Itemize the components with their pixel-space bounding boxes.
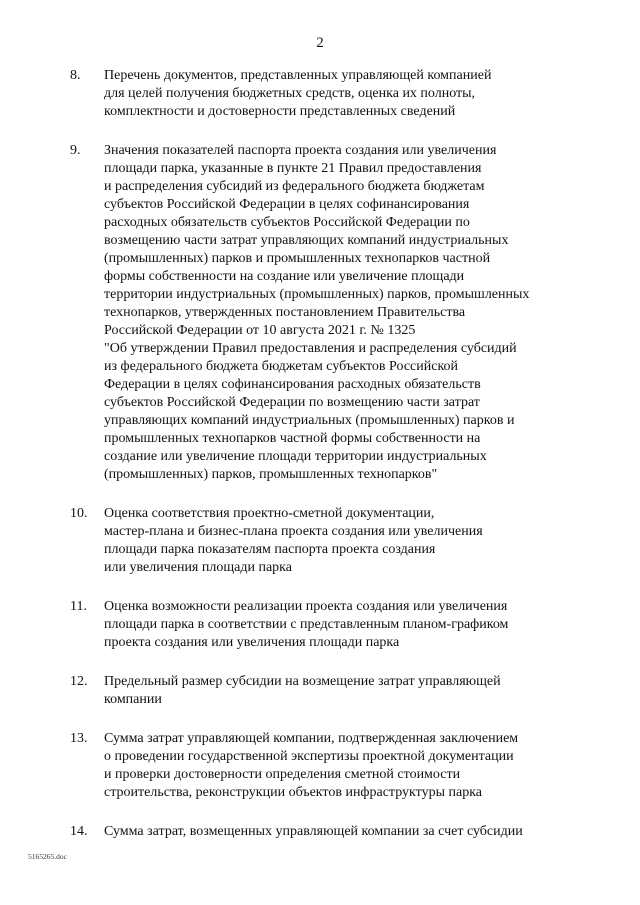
text-line: Перечень документов, представленных управляющей компанией <box>104 68 492 83</box>
text-line: компании <box>104 692 162 707</box>
text-line: создание или увеличение площади территории индустриальных <box>104 449 487 464</box>
text-line: Федерации в целях софинансирования расходных обязательств <box>104 377 481 392</box>
text-line: и распределения субсидий из федерального бюджета бюджетам <box>104 179 485 194</box>
list-item-number: 14. <box>70 824 88 839</box>
list-item <box>70 67 570 121</box>
text-line: строительства, реконструкции объектов инфраструктуры парка <box>104 785 483 800</box>
page-number: 2 <box>316 35 324 51</box>
text-line: субъектов Российской Федерации по возмещению части затрат <box>104 395 480 410</box>
text-line: площади парка в соответствии с представленным планом-графиком <box>104 617 509 632</box>
text-line: Предельный размер субсидии на возмещение затрат управляющей <box>104 674 501 689</box>
list-item <box>70 142 570 484</box>
list-item-text <box>104 673 570 709</box>
numbered-list <box>70 67 570 862</box>
text-line: возмещению части затрат управляющих компаний индустриальных <box>104 233 509 248</box>
text-line: для целей получения бюджетных средств, оценка их полноты, <box>104 86 476 101</box>
text-line: субъектов Российской Федерации в целях софинансирования <box>104 197 470 212</box>
text-line: формы собственности на создание или увеличение площади <box>104 269 465 284</box>
list-item <box>70 505 570 577</box>
text-line: или увеличения площади парка <box>104 560 292 575</box>
text-line: управляющих компаний индустриальных (промышленных) парков и <box>104 413 515 428</box>
text-line: мастер-плана и бизнес-плана проекта создания или увеличения <box>104 524 483 539</box>
text-line: (промышленных) парков и промышленных технопарков частной <box>104 251 491 266</box>
list-item-number: 12. <box>70 674 88 689</box>
list-item-number: 10. <box>70 506 88 521</box>
text-line: Значения показателей паспорта проекта создания или увеличения <box>104 143 497 158</box>
file-name-footer: 5165265.doc <box>28 852 67 861</box>
text-line: Оценка соответствия проектно-сметной документации, <box>104 506 435 521</box>
text-line: площади парка показателям паспорта проекта создания <box>104 542 436 557</box>
list-item <box>70 673 570 709</box>
list-item-text <box>104 505 570 577</box>
list-item-number: 9. <box>70 143 81 158</box>
text-line: Оценка возможности реализации проекта создания или увеличения <box>104 599 508 614</box>
list-item-text <box>104 67 570 121</box>
text-line: комплектности и достоверности представленных сведений <box>104 104 456 119</box>
text-line: из федерального бюджета бюджетам субъектов Российской <box>104 359 459 374</box>
list-item-text <box>104 598 570 652</box>
text-line: и проверки достоверности определения сметной стоимости <box>104 767 461 782</box>
list-item-number: 8. <box>70 68 81 83</box>
list-item-text <box>104 142 570 484</box>
list-item-text <box>104 730 570 802</box>
text-line: технопарков, утвержденных постановлением Правительства <box>104 305 466 320</box>
text-line: промышленных технопарков частной формы собственности на <box>104 431 481 446</box>
text-line: о проведении государственной экспертизы проектной документации <box>104 749 514 764</box>
list-item-text <box>104 823 570 841</box>
text-line: площади парка, указанные в пункте 21 Правил предоставления <box>104 161 482 176</box>
text-line: территории индустриальных (промышленных) парков, промышленных <box>104 287 530 302</box>
text-line: Российской Федерации от 10 августа 2021 г. № 1325 <box>104 323 416 338</box>
text-line: расходных обязательств субъектов Российской Федерации по <box>104 215 470 230</box>
list-item-number: 13. <box>70 731 88 746</box>
list-item <box>70 598 570 652</box>
list-item <box>70 730 570 802</box>
text-line: Сумма затрат, возмещенных управляющей компании за счет субсидии <box>104 824 523 839</box>
text-line: (промышленных) парков, промышленных технопарков" <box>104 467 438 482</box>
text-line: Сумма затрат управляющей компании, подтвержденная заключением <box>104 731 519 746</box>
text-line: проекта создания или увеличения площади парка <box>104 635 400 650</box>
text-line: "Об утверждении Правил предоставления и распределения субсидий <box>104 341 517 356</box>
list-item <box>70 823 570 841</box>
list-item-number: 11. <box>70 599 87 614</box>
